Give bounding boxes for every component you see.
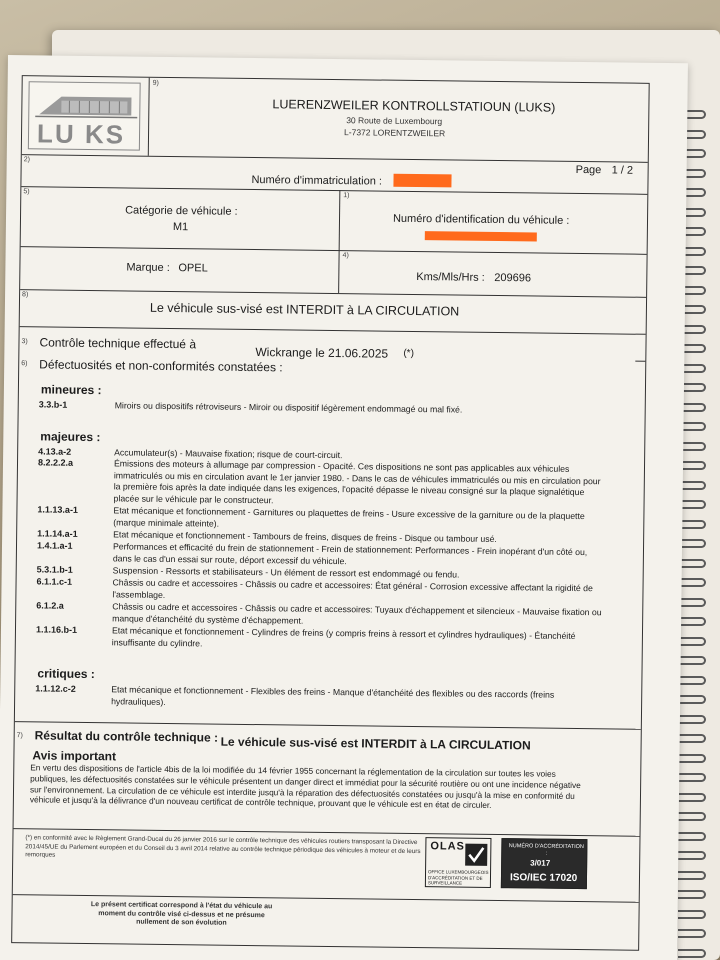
page-number: 1 / 2 <box>611 164 634 177</box>
make-value: OPEL <box>178 262 208 275</box>
defect-code: 8.2.2.2.a <box>37 457 74 468</box>
spiral-ring <box>678 617 706 626</box>
major-heading: majeures : <box>40 429 101 445</box>
checkmark-icon <box>464 843 488 867</box>
spiral-ring <box>678 715 706 724</box>
mileage-value: 209696 <box>494 271 532 285</box>
spiral-ring <box>678 929 706 938</box>
defect-text: Etat mécanique et fonctionnement - Tambours de freins, disques de freins - Disque ou tambour usé. <box>113 529 497 545</box>
inspection-label: Contrôle technique effectué à <box>39 335 197 352</box>
defect-code: 1.1.13.a-1 <box>37 504 79 515</box>
registration-label: Numéro d'immatriculation : <box>251 173 383 188</box>
spiral-ring <box>678 851 706 860</box>
station-address-street: 30 Route de Luxembourg <box>346 115 443 127</box>
certificate-frame: LU KS 9) LUERENZWEILER KONTROLLSTATIOUN (LUKS) 30 Route de Luxembourg L-7372 LORENTZWEILER 2) Page 1 / 2 Numéro d'immatriculation : 5) 1) Catégorie de véhicule : M1 Numéro d'identification du véhicule : 4) Marque : OPEL Kms/Mls/Hrs : 209696 8) Le véhicule sus-visé est INTERDIT à LA CIRCULATION 3) Contrôle technique effectué à Wickrange le 21.06.2025 (*) 6) Défectuosités et non-conformités constatées : mineures : 3.3.b-1 Miroirs ou dispositifs rétroviseurs - Miroir ou dispositif légèrement endommagé ou mal fixé. majeures : 4.13.a-2 Accumulateur(s) - Mauvaise fixation; risque de court-circuit. 8.2.2.2.a Émissions des moteurs à allumage par compression - Opacité. Ces dispositions ne sont pas applicables aux véhicules immatriculés ou mis en circulation avant le 1er janvier 1980. - Dans le cas de véhicules immatriculés ou mis en circulation pour la première fois après la date indiquée dans les exigences, l'opacité dépasse le niveau consigné sur la plaque signalétique placée sur le véhicule par le constructeur. 1.1.13.a-1 Etat mécanique et fonctionnement - Garnitures ou plaquettes de freins - Usure excessive de la garniture ou de la plaquette (marque minimale atteinte). 1.1.14.a-1 Etat mécanique et fonctionnement - Tambours de freins, disques de freins - Disque ou tambour usé. 1.4.1.a-1 Performances et efficacité du frein de stationnement - Frein de stationnement: Performances - Frein inopérant d'un côté ou, dans le cas d'un essai sur route, déport excessif du véhicule. 5.3.1.b-1 Suspension - Ressorts et stabilisateurs - Un élément de ressort est endommagé ou fendu. 6.1.1.c-1 Châssis ou cadre et accessoires - Châssis ou cadre et accessoires: État général - Corrosion excessive affectant la rigidité de l'assemblage. 6.1.2.a Châssis ou cadre et accessoires - Châssis ou cadre et accessoires: Tuyaux d'échappement et silencieux - Mauvaise fixation ou manque d'étanchéité du système d'échappement. 1.1.16.b-1 Etat mécanique et fonctionnement - Cylindres de freins (y compris freins à ressort et cylindres hydrauliques) - Étanchéité insuffisante du cylindre. critiques : 1.1.12.c-2 Etat mécanique et fonctionnement - Flexibles des freins - Manque d'étanchéité des flexibles ou des raccords (freins hydrauliques). 7) Résultat du contrôle technique : Le véhicule sus-visé est INTERDIT à LA CIRCULATION Avis important En vertu des dispositions de l'article 4bis de la loi modifiée du 14 février 1955 concernant la réglementation de la circulation sur toutes les voies publiques, les défectuosités constatées sur le véhicule présentent un danger direct et immédiat pour la sécurité routière ou ont une incidence négative sur l'environnement. La circulation de ce véhicule est interdite jusqu'à la réparation des défectuosités constatées ou jusqu'à la mise en conformité du véhicule et jusqu'à la délivrance d'un nouveau certificat de contrôle technique, prouvant que le véhicule est en état de circuler. (*) en conformité avec le Règlement Grand-Ducal du 26 janvier 2016 sur le contrôle technique des véhicules routiers transposant la Directive 2014/45/UE du Parlement européen et du Conseil du 3 avril 2014 relative au contrôle technique périodique des véhicules à moteur et de leurs remorques OLAS OFFICE LUXEMBOURGEOIS D'ACCRÉDITATION ET DE SURVEILLANCE NUMÉRO D'ACCRÉDITATION : 3/017 ISO/IEC 17020 Le présent certificat correspond à l'état du véhicule au moment du contrôle visé ci-dessus et ne présume nullement de son évolution <box>11 75 650 951</box>
spiral-ring <box>678 637 706 646</box>
notice-text: En vertu des dispositions de l'article 4bis de la loi modifiée du 14 février 1955 concernant la réglementation de la circulation sur toutes les voies publiques, les défectuosités constatées sur le véhicule présentent un danger direct et immédiat pour la sécurité routière ou ont une incidence négative sur l'environnement. La circulation de ce véhicule est interdite jusqu'à la réparation des défectuosités constatées ou jusqu'à la mise en conformité du véhicule et jusqu'à la délivrance d'un nouveau certificat de contrôle technique, prouvant que le véhicule est en état de circuler. <box>29 762 581 811</box>
station-name: LUERENZWEILER KONTROLLSTATIOUN (LUKS) <box>272 97 556 115</box>
accreditation-number-label: NUMÉRO D'ACCRÉDITATION : <box>508 843 584 857</box>
inspection-certificate <box>0 55 688 960</box>
critical-heading: critiques : <box>37 666 95 682</box>
accreditation-badge <box>501 838 588 889</box>
result-value: Le véhicule sus-visé est INTERDIT à LA CIRCULATION <box>220 734 531 753</box>
spiral-ring <box>678 812 706 821</box>
defect-text: Miroirs ou dispositifs rétroviseurs - Miroir ou dispositif légèrement endommagé ou mal fixé. <box>114 400 463 415</box>
spiral-ring <box>678 539 706 548</box>
spiral-ring <box>678 734 706 743</box>
defect-code: 1.1.16.b-1 <box>35 624 78 635</box>
registration-redacted <box>393 174 451 188</box>
spiral-ring <box>678 676 706 685</box>
vin-label: Numéro d'identification du véhicule : <box>392 212 570 227</box>
mileage-label: Kms/Mls/Hrs : <box>416 271 485 284</box>
defect-code: 5.3.1.b-1 <box>36 564 73 575</box>
category-label: Catégorie de véhicule : <box>125 204 238 218</box>
defects-heading: Défectuosités et non-conformités constatées : <box>39 357 283 375</box>
certificate-note: Le présent certificat correspond à l'état du véhicule au moment du contrôle visé ci-dessus et ne présume nullement de son évolution <box>90 901 273 927</box>
defect-text: Châssis ou cadre et accessoires - Châssis ou cadre et accessoires: État général - Corrosion excessive affectant la rigidité de l'assemblage. <box>112 577 593 600</box>
spiral-ring <box>678 910 706 919</box>
defect-text: Accumulateur(s) - Mauvaise fixation; risque de court-circuit. <box>114 447 343 461</box>
minor-heading: mineures : <box>40 382 102 398</box>
defect-text: Etat mécanique et fonctionnement - Flexibles des freins - Manque d'étanchéité des flexibles ou des raccords (freins hydrauliques). <box>111 684 555 707</box>
logo-text: LU KS <box>36 118 126 150</box>
spiral-ring <box>678 559 706 568</box>
spiral-ring <box>678 598 706 607</box>
office-label: OFFICE LUXEMBOURGEOIS D'ACCRÉDITATION ET DE SURVEILLANCE <box>427 869 489 886</box>
spiral-ring <box>678 890 706 899</box>
defect-text: Etat mécanique et fonctionnement - Garnitures ou plaquettes de freins - Usure excessive de la garniture ou de la plaquette (marque minimale atteinte). <box>113 505 585 529</box>
spiral-ring <box>678 695 706 704</box>
spiral-ring <box>678 656 706 665</box>
make-label: Marque : <box>126 261 170 274</box>
verdict-header: Le véhicule sus-visé est INTERDIT à LA CIRCULATION <box>149 300 460 319</box>
spiral-ring <box>678 871 706 880</box>
defect-text: Émissions des moteurs à allumage par compression - Opacité. Ces dispositions ne sont pas applicables aux véhicules immatriculés ou mis en circulation avant le 1er janvier 1980. - Dans le cas de véhicules immatriculés ou mis en circulation pour la première fois après la date indiquée dans les exigences, l'opacité dépasse le niveau consigné sur la plaque signalétique placée sur le véhicule par le constructeur. <box>113 458 601 506</box>
spiral-ring <box>678 832 706 841</box>
defect-text: Etat mécanique et fonctionnement - Cylindres de freins (y compris freins à ressort et cylindres hydrauliques) - Étanchéité insuffisante du cylindre. <box>111 625 576 649</box>
inspection-place-date: Wickrange le 21.06.2025 <box>255 345 389 361</box>
iso-standard: ISO/IEC 17020 <box>509 872 578 885</box>
olas-badge <box>425 837 492 888</box>
spiral-ring <box>678 578 706 587</box>
page-label: Page <box>575 163 602 177</box>
spiral-ring <box>678 793 706 802</box>
defect-text: Performances et efficacité du frein de stationnement - Frein de stationnement: Performances - Frein inopérant d'un côté ou, dans le cas d'un essai sur route, déport excessif du véhicule. <box>112 541 588 566</box>
defect-code: 4.13.a-2 <box>38 446 72 457</box>
result-label: Résultat du contrôle technique : <box>34 728 219 745</box>
footnote: (*) en conformité avec le Règlement Grand-Ducal du 26 janvier 2016 sur le contrôle technique des véhicules routiers transposant la Directive 2014/45/UE du Parlement européen et du Conseil du 3 avril 2014 relative au contrôle technique périodique des véhicules à moteur et de leurs remorques <box>25 834 421 859</box>
category-value: M1 <box>172 221 189 234</box>
accreditation-number: 3/017 <box>530 858 551 868</box>
inspection-note-mark: (*) <box>403 347 415 359</box>
spiral-ring <box>678 949 706 958</box>
olas-label: OLAS <box>430 840 465 853</box>
vin-redacted <box>425 231 537 241</box>
defect-code: 1.4.1.a-1 <box>36 540 73 551</box>
spiral-ring <box>678 773 706 782</box>
defect-code: 6.1.2.a <box>36 600 64 611</box>
defect-code: 1.1.14.a-1 <box>37 528 78 539</box>
luks-logo <box>28 81 141 150</box>
station-address-city: L-7372 LORENTZWEILER <box>344 127 446 139</box>
spiral-ring <box>678 754 706 763</box>
notice-heading: Avis important <box>32 748 117 764</box>
defect-text: Suspension - Ressorts et stabilisateurs - Un élément de ressort est endommagé ou fendu. <box>112 565 460 580</box>
defect-code: 1.1.12.c-2 <box>35 683 76 694</box>
defect-code: 6.1.1.c-1 <box>36 576 73 587</box>
defect-text: Châssis ou cadre et accessoires - Châssis ou cadre et accessoires: Tuyaux d'échappement et silencieux - Mauvaise fixation ou manque d'étanchéité du système d'échappement. <box>112 601 602 626</box>
defect-code: 3.3.b-1 <box>38 399 68 410</box>
